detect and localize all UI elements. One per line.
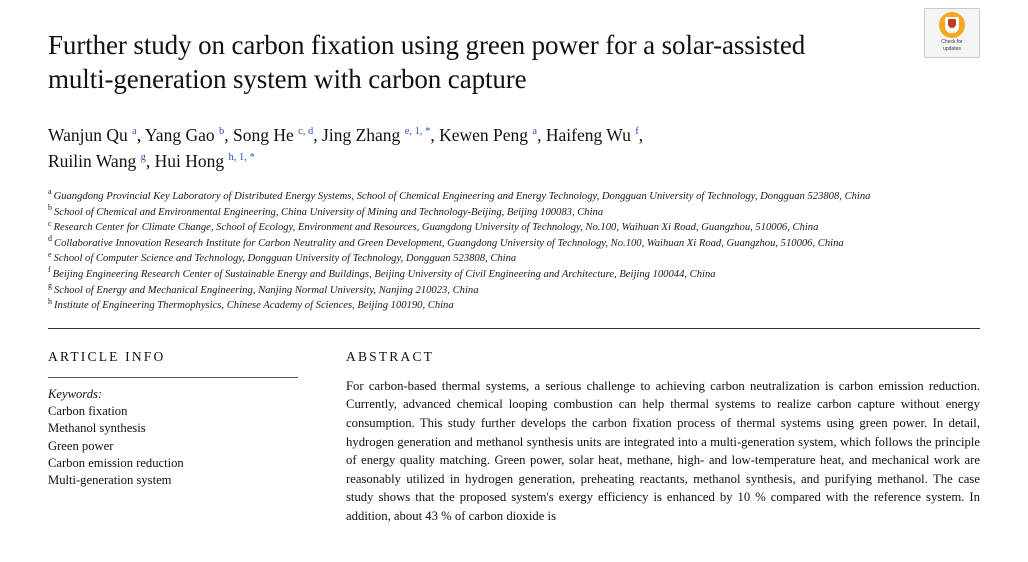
list-item: Green power (48, 438, 114, 453)
crossmark-label-line1: Check for (941, 39, 963, 45)
affiliation-mark: c (48, 218, 52, 228)
affiliation-mark: h (48, 296, 52, 306)
keywords-list (48, 403, 298, 490)
lower-section (48, 349, 980, 526)
article-info-divider (48, 377, 298, 378)
article-info-heading: ARTICLE INFO (48, 348, 166, 364)
crossmark-icon (939, 12, 965, 38)
list-item: Carbon fixation (48, 403, 128, 418)
affiliation-mark: e (48, 249, 52, 259)
abstract-text: For carbon-based thermal systems, a serious challenge to achieving carbon neutralization is carbon emission reduction. Currently, advanced chemical looping combustion can help thermal systems to realize carbon capture without energy consumption. This study further develops the carbon fixation process of thermal systems using green power. In detail, hydrogen generation and methanol synthesis units are integrated into a multi-generation system, which follows the principle of energy quality matching. Green power, solar heat, methane, high- and low-temperature heat, and mechanical work are reasonably utilized in hydrogen generation, preheating reactants, methanol synthesis, and purifying methanol. The case study shows that the proposed system's exergy efficiency is enhanced by 10 % compared with the reference system. In addition, about 43 % of carbon dioxide is (346, 378, 980, 523)
affiliation-text: Research Center for Climate Change, School of Ecology, Environment and Resources, Guangdong University of Technology, No.100, Waihuan Xi Road, Guangzhou, 510006, China (53, 222, 819, 234)
keywords-label: Keywords: (48, 386, 103, 401)
page-title: Further study on carbon fixation using green power for a solar-assisted multi-generation system with carbon capture (48, 30, 806, 94)
affiliation-text: Institute of Engineering Thermophysics, Chinese Academy of Sciences, Beijing 100190, China (54, 300, 454, 312)
affiliation-item (48, 296, 878, 314)
abstract-heading: ABSTRACT (346, 348, 435, 364)
affiliation-mark: d (48, 234, 52, 244)
affiliation-item (48, 249, 878, 267)
crossmark-label-line2: updates (943, 46, 961, 52)
author-item: Yang Gao $^b$ (144, 125, 225, 145)
affiliation-mark: g (48, 281, 52, 291)
list-item: Carbon emission reduction (48, 455, 184, 470)
list-item: Multi-generation system (48, 473, 172, 488)
affiliation-text: School of Chemical and Environmental Engineering, China University of Mining and Technology-Beijing, Beijing 100083, China (54, 206, 604, 218)
author-item: Song He $^{c, d}$ (232, 125, 314, 145)
affiliation-text: Guangdong Provincial Key Laboratory of Distributed Energy Systems, School of Chemical Engineering and Energy Technology, Dongguan University of Technology, Dongguan 523808, China (53, 191, 871, 202)
affiliation-item (48, 203, 878, 221)
author-item: Jing Zhang $^{e, 1, *}$ (322, 125, 431, 145)
affiliation-text: School of Energy and Mechanical Engineering, Nanjing Normal University, Nanjing 210023, China (54, 284, 479, 296)
affiliation-item (48, 187, 878, 205)
affiliation-item (48, 218, 878, 236)
author-item: Hui Hong $^{h, 1, *}$ (154, 151, 255, 171)
article-info-column (48, 349, 298, 526)
author-item: Ruilin Wang $^g$ (48, 151, 146, 171)
affiliation-text: School of Computer Science and Technology, Dongguan University of Technology, Dongguan 523808, China (53, 253, 517, 265)
affiliation-item (48, 234, 878, 252)
list-item: Methanol synthesis (48, 421, 146, 436)
author-item: Kewen Peng $^a$ (439, 125, 538, 145)
affiliation-mark: a (48, 187, 52, 197)
author-item: Haifeng Wu $^f$ (545, 125, 639, 145)
header-divider (48, 328, 980, 329)
affiliation-item (48, 281, 878, 299)
abstract-column (298, 349, 980, 526)
author-item: Wanjun Qu $^a$ (48, 125, 137, 145)
affiliation-text: Beijing Engineering Research Center of Sustainable Energy and Buildings, Beijing University of Civil Engineering and Architecture, Beijing 100044, China (52, 268, 716, 280)
affiliation-mark: b (48, 203, 52, 213)
author-list: Wanjun Qu $^a$, Yang Gao $^b$, Song He $^{c, d}$, Jing Zhang $^{e, 1, *}$, Kewen Peng $^a$, Haifeng Wu $^f$, Ruilin Wang $^g$, Hui Hong $^{h, 1, *}$ (48, 125, 644, 171)
affiliation-item (48, 265, 878, 283)
affiliation-text: Collaborative Innovation Research Institute for Carbon Neutrality and Green Development, Guangdong University of Technology, No.100, Waihuan Xi Road, Guangzhou, 510006, China (54, 237, 844, 249)
affiliation-list (48, 187, 878, 314)
crossmark-badge[interactable] (924, 8, 980, 58)
affiliation-mark: f (48, 265, 51, 275)
